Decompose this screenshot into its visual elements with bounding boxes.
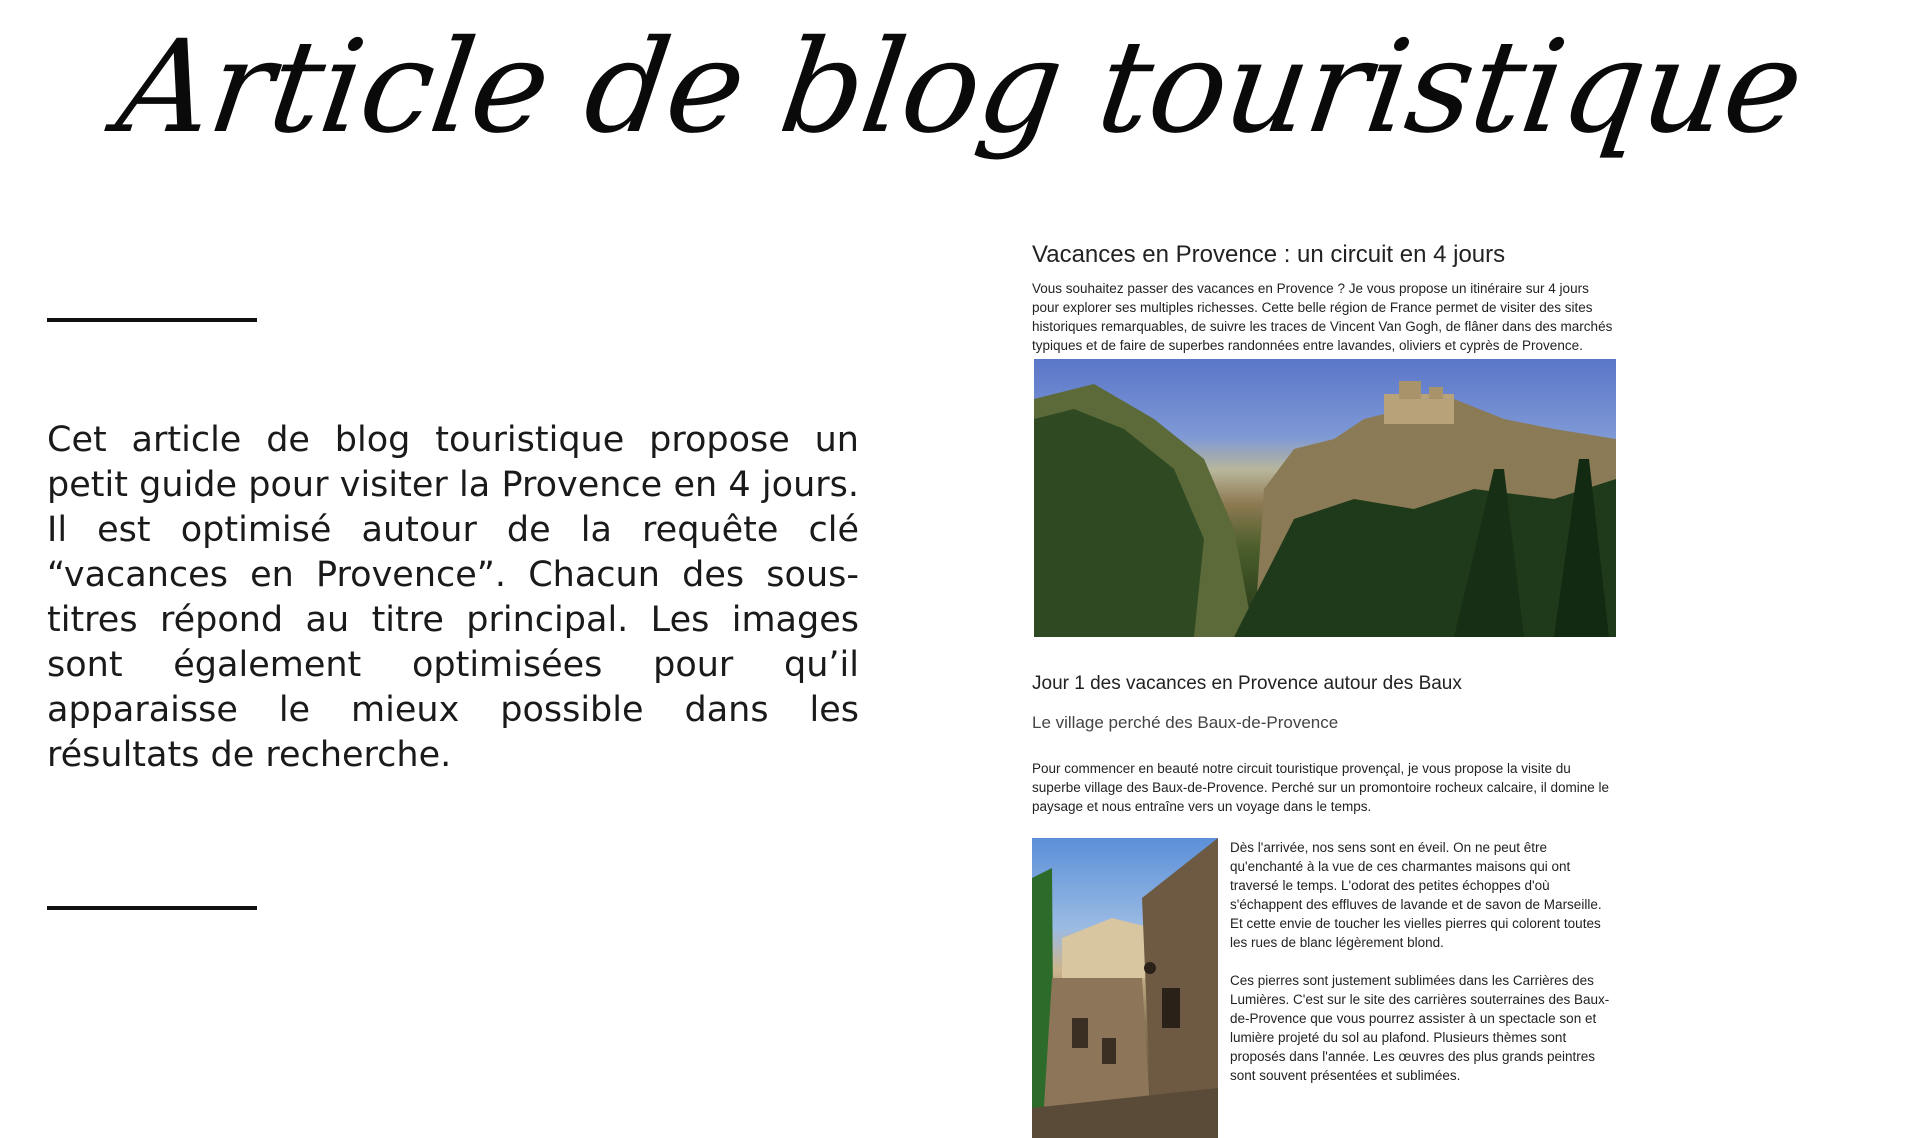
blog-screenshot bbox=[1032, 235, 1617, 1138]
blog-lead-paragraph: Vous souhaitez passer des vacances en Provence ? Je vous propose un itinéraire sur 4 jours pour explorer ses multiples richesses. Cette belle région de France permet de visiter des sites historiques remarquables, de suivre les traces de Vincent Van Gogh, de flâner dans des marchés typiques et de faire de superbes randonnées entre lavandes, oliviers et cyprès de Provence. bbox=[1032, 281, 1613, 353]
day1-heading: Jour 1 des vacances en Provence autour des Baux bbox=[1032, 673, 1462, 694]
street-illustration bbox=[1032, 838, 1218, 1138]
intro-paragraph: Cet article de blog touristique propose un petit guide pour visiter la Provence en 4 jours. Il est optimisé autour de la requête clé “vacances en Provence”. Chacun des sous-titres répond au titre principal. Les images sont également optimisées pour qu’il apparaisse le mieux possible dans les résultats de recherche. bbox=[47, 420, 859, 775]
day1-paragraph-2: Ces pierres sont justement sublimées dans les Carrières des Lumières. C'est sur le site des carrières souterraines des Baux-de-Provence que vous pourrez assister à un spectacle son et lumière projeté du sol au plafond. Plusieurs thèmes sont proposés dans l'année. Les œuvres des plus grands peintres sont souvent présentées et sublimées. bbox=[1230, 973, 1610, 1083]
village-street-photo bbox=[1032, 838, 1218, 1138]
day1-paragraph-1: Dès l'arrivée, nos sens sont en éveil. On ne peut être qu'enchanté à la vue de ces charmantes maisons qui ont traversé le temps. L'odorat des petites échoppes d'où s'échappent des effluves de lavande et de savon de Marseille. Et cette envie de toucher les vielles pierres qui colorent toutes les rues de blanc légèrement blond. bbox=[1230, 840, 1602, 950]
day1-content-row bbox=[1032, 838, 1617, 1138]
bottom-divider bbox=[47, 906, 257, 910]
blog-heading: Vacances en Provence : un circuit en 4 jours bbox=[1032, 241, 1506, 268]
day1-text-column bbox=[1230, 838, 1617, 1138]
page-title: Article de blog touristique bbox=[109, 13, 1811, 162]
day1-subheading: Le village perché des Baux-de-Provence bbox=[1032, 713, 1339, 732]
day1-intro-paragraph: Pour commencer en beauté notre circuit touristique provençal, je vous propose la visite du superbe village des Baux-de-Provence. Perché sur un promontoire rocheux calcaire, il domine le paysage et nous entraîne vers un voyage dans le temps. bbox=[1032, 761, 1610, 814]
landscape-illustration bbox=[1034, 359, 1616, 637]
baux-landscape-photo bbox=[1034, 359, 1616, 637]
top-divider bbox=[47, 318, 257, 322]
